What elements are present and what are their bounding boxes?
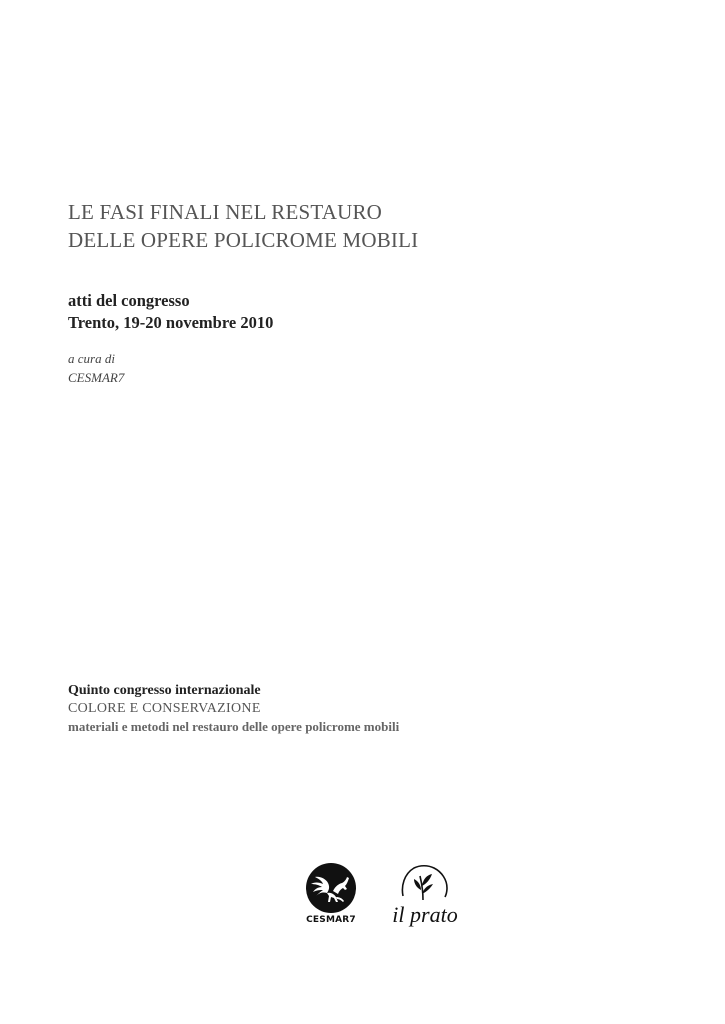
cesmar7-logo [300, 862, 362, 930]
book-title [68, 198, 418, 254]
proceedings-label: atti del congresso [68, 291, 190, 310]
leaf-sprout-emblem-icon [390, 862, 460, 906]
series-subtitle: materiali e metodi nel restauro delle opere policrome mobili [68, 719, 400, 734]
il-prato-logo [390, 862, 460, 930]
series-info [68, 682, 399, 736]
pegasus-emblem-icon [300, 862, 362, 914]
series-congress: Quinto congresso internazionale [68, 683, 261, 698]
editor-info [68, 349, 124, 387]
series-name: COLORE E CONSERVAZIONE [68, 701, 261, 716]
book-title-line-1: LE FASI FINALI NEL RESTAURO [68, 200, 383, 224]
editor-label: a cura di [68, 351, 115, 366]
book-title-line-2: DELLE OPERE POLICROME MOBILI [68, 228, 419, 252]
editor-name: CESMAR7 [68, 370, 125, 385]
proceedings-place-date: Trento, 19-20 novembre 2010 [68, 313, 274, 332]
il-prato-logo-caption: il prato [392, 902, 458, 927]
proceedings-info [68, 290, 273, 334]
cesmar7-logo-caption: CESMAR7 [306, 915, 356, 925]
